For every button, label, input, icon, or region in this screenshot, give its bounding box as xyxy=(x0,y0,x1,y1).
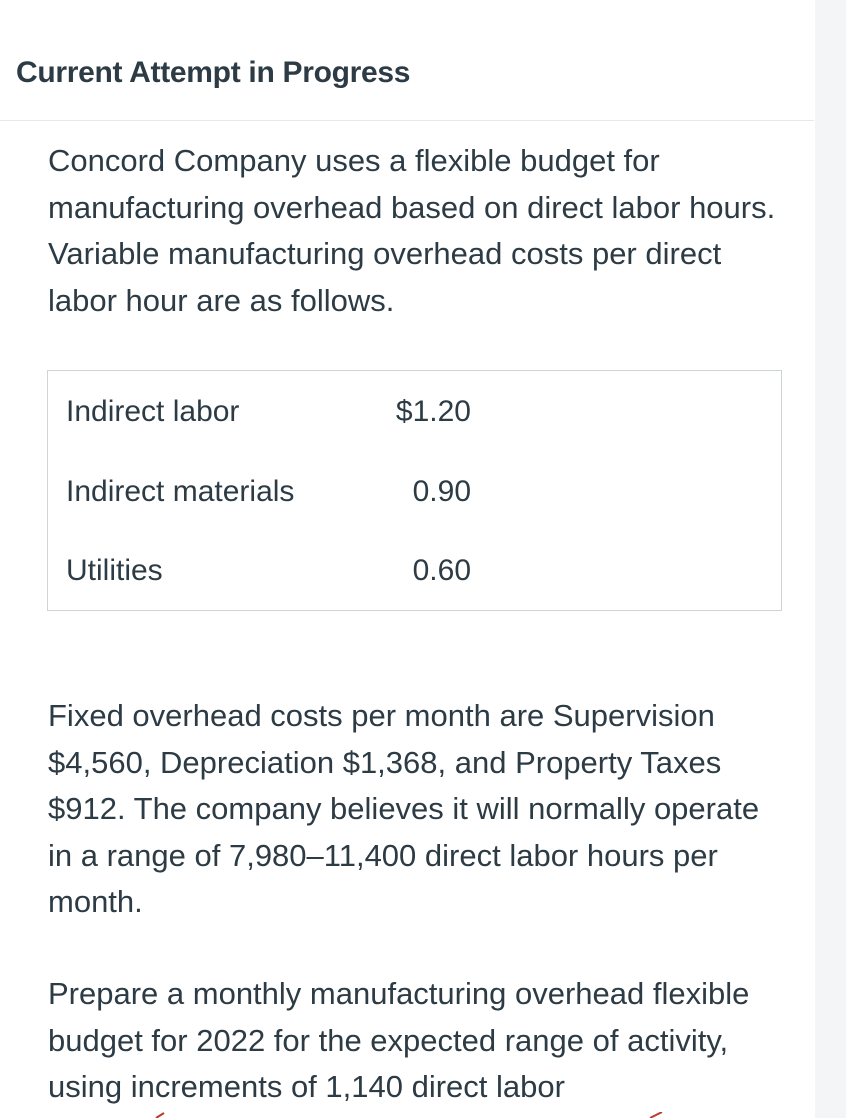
variable-cost-table xyxy=(47,370,782,611)
table-row xyxy=(48,472,781,512)
page-title: Current Attempt in Progress xyxy=(16,56,411,89)
instruction-text: Prepare a monthly manufacturing overhead flexible budget for 2022 for the expected range of activity, using increments of 1,140 direct labor xyxy=(48,976,750,1104)
page-header xyxy=(0,0,814,121)
problem-intro-text: Concord Company uses a flexible budget for manufacturing overhead based on direct labor hours. Variable manufacturing overhead costs per direct labor hour are as follows. xyxy=(48,143,776,318)
partial-text-fragment xyxy=(150,1112,670,1118)
cost-value: $1.20 xyxy=(395,395,471,428)
table-row xyxy=(48,551,781,591)
cost-label: Indirect materials xyxy=(66,475,295,508)
table-row xyxy=(48,392,781,432)
cost-label: Indirect labor xyxy=(66,395,240,428)
cost-value: 0.60 xyxy=(412,554,471,587)
cost-label: Utilities xyxy=(66,554,163,587)
fixed-costs-text: Fixed overhead costs per month are Supervision $4,560, Depreciation $1,368, and Property Taxes $912. The company believes it will normally operate in a range of 7,980–11,400 direct labor hours per month. xyxy=(48,698,760,919)
right-scroll-gutter xyxy=(815,0,846,1118)
cost-value: 0.90 xyxy=(412,475,471,508)
